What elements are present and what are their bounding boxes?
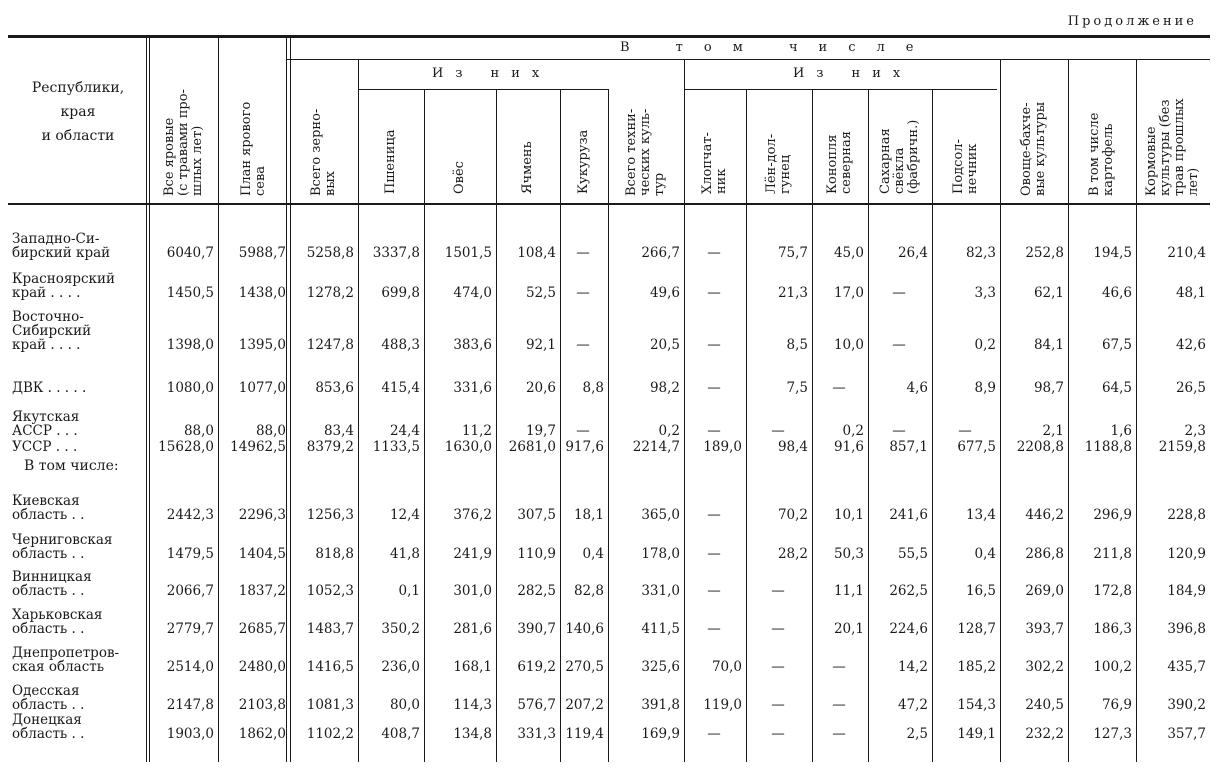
cell-value: 62,1 (1033, 285, 1064, 301)
cell-value: — (707, 245, 721, 261)
cell-value: 19,7 (525, 423, 556, 439)
of-them-header-1: Из них (432, 66, 552, 81)
row-name: Донецкая область . . (12, 712, 85, 742)
cell-value: 185,2 (957, 659, 996, 675)
row-name: УССР . . . (12, 439, 78, 455)
column-header-6: Ячмень (520, 141, 535, 194)
cell-value: 45,0 (833, 245, 864, 261)
cell-value: 474,0 (453, 285, 492, 301)
of-them-rule-2 (684, 89, 997, 90)
cell-value: 186,3 (1093, 621, 1132, 637)
cell-value: 331,6 (453, 380, 492, 396)
cell-value: 270,5 (565, 659, 604, 675)
cell-value: 3337,8 (372, 245, 420, 261)
cell-value: 236,0 (381, 659, 420, 675)
cell-value: — (771, 659, 785, 675)
cell-value: 296,9 (1093, 507, 1132, 523)
column-header-12: Сахарная свёкла (фабричн.) (878, 119, 921, 194)
cell-value: 2514,0 (166, 659, 214, 675)
cell-value: 52,5 (525, 285, 556, 301)
of-them-header-2: Из них (793, 66, 913, 81)
row-name: Красноярский край . . . . (12, 271, 115, 301)
cell-value: 80,0 (389, 697, 420, 713)
cell-value: 917,6 (565, 439, 604, 455)
cell-value: 67,5 (1101, 337, 1132, 353)
cell-value: 134,8 (453, 726, 492, 742)
cell-value: 1630,0 (444, 439, 492, 455)
cell-value: 1081,3 (306, 697, 354, 713)
cell-value: 100,2 (1093, 659, 1132, 675)
cell-value: 82,8 (573, 583, 604, 599)
column-header-4: Пшеница (383, 129, 398, 194)
cell-value: 0,1 (398, 583, 420, 599)
column-header-8: Всего техни- ческих куль- тур (624, 108, 667, 196)
cell-value: 1398,0 (166, 337, 214, 353)
cell-value: 1479,5 (166, 546, 214, 562)
cell-value: 331,0 (641, 583, 680, 599)
cell-value: 18,1 (573, 507, 604, 523)
cell-value: 677,5 (957, 439, 996, 455)
subheading-in-that-number: В том числе: (24, 458, 119, 474)
cell-value: — (892, 423, 906, 439)
row-name: Днепропетров- ская область (12, 645, 120, 675)
row-name: Якутская АССР . . . (12, 409, 80, 439)
cell-value: 210,4 (1167, 245, 1206, 261)
cell-value: 8379,2 (306, 439, 354, 455)
cell-value: 1052,3 (306, 583, 354, 599)
cell-value: 4,6 (906, 380, 928, 396)
cell-value: 98,7 (1033, 380, 1064, 396)
cell-value: 10,0 (833, 337, 864, 353)
cell-value: 83,4 (323, 423, 354, 439)
cell-value: 88,0 (183, 423, 214, 439)
cell-value: — (707, 621, 721, 637)
cell-value: 0,2 (658, 423, 680, 439)
cell-value: 76,9 (1101, 697, 1132, 713)
column-divider-line (812, 89, 813, 762)
cell-value: 224,6 (889, 621, 928, 637)
cell-value: — (707, 380, 721, 396)
cell-value: 11,2 (461, 423, 492, 439)
row-name: Харьковская область . . (12, 607, 103, 637)
cell-value: 14962,5 (230, 439, 286, 455)
cell-value: 16,5 (965, 583, 996, 599)
region-divider-line-2 (149, 38, 150, 762)
cell-value: 2,5 (906, 726, 928, 742)
cell-value: 576,7 (517, 697, 556, 713)
cell-value: 1256,3 (306, 507, 354, 523)
cell-value: 64,5 (1101, 380, 1132, 396)
cell-value: 2480,0 (238, 659, 286, 675)
cell-value: 357,7 (1167, 726, 1206, 742)
cell-value: 396,8 (1167, 621, 1206, 637)
cell-value: 1133,5 (372, 439, 420, 455)
cell-value: 110,9 (517, 546, 556, 562)
cell-value: 75,7 (777, 245, 808, 261)
cell-value: 211,8 (1093, 546, 1132, 562)
cell-value: 325,6 (641, 659, 680, 675)
cell-value: 184,9 (1167, 583, 1206, 599)
cell-value: 189,0 (703, 439, 742, 455)
cell-value: 2685,7 (238, 621, 286, 637)
column-header-1: Все яровые (с травами про- шлых лет) (162, 89, 205, 196)
cell-value: — (771, 726, 785, 742)
column-header-16: Кормовые культуры (без трав прошлых лет) (1144, 98, 1201, 196)
cell-value: — (832, 659, 846, 675)
cell-value: 228,8 (1167, 507, 1206, 523)
cell-value: — (771, 697, 785, 713)
cell-value: 262,5 (889, 583, 928, 599)
column-divider-line (932, 89, 933, 762)
cell-value: 1903,0 (166, 726, 214, 742)
cell-value: 2103,8 (238, 697, 286, 713)
cell-value: 48,1 (1175, 285, 1206, 301)
cell-value: 232,2 (1025, 726, 1064, 742)
cell-value: 28,2 (777, 546, 808, 562)
cell-value: 1395,0 (238, 337, 286, 353)
cell-value: 2208,8 (1016, 439, 1064, 455)
cell-value: 15628,0 (158, 439, 214, 455)
cell-value: 168,1 (453, 659, 492, 675)
cell-value: 240,5 (1025, 697, 1064, 713)
cell-value: 2442,3 (166, 507, 214, 523)
cell-value: 8,5 (786, 337, 808, 353)
cell-value: 350,2 (381, 621, 420, 637)
cell-value: 857,1 (889, 439, 928, 455)
cell-value: 49,6 (649, 285, 680, 301)
cell-value: — (707, 507, 721, 523)
cell-value: — (892, 337, 906, 353)
column-header-10: Лён-дол- гунец (764, 133, 793, 194)
cell-value: — (707, 423, 721, 439)
cell-value: 1188,8 (1084, 439, 1132, 455)
cell-value: — (576, 337, 590, 353)
column-header-14: Овоще-бахче- вые культуры (1019, 101, 1048, 196)
cell-value: 46,6 (1101, 285, 1132, 301)
row-name: ДВК . . . . . (12, 380, 87, 396)
cell-value: 2214,7 (632, 439, 680, 455)
column-divider-line (560, 89, 561, 762)
cell-value: 41,8 (389, 546, 420, 562)
cell-value: 26,4 (897, 245, 928, 261)
cell-value: — (707, 285, 721, 301)
cell-value: 169,9 (641, 726, 680, 742)
column-divider-line (1000, 59, 1001, 762)
cell-value: 1080,0 (166, 380, 214, 396)
cell-value: 446,2 (1025, 507, 1064, 523)
top-rule (8, 35, 1210, 38)
cell-value: 108,4 (517, 245, 556, 261)
cell-value: — (707, 337, 721, 353)
column-divider-line (1136, 59, 1137, 762)
cell-value: 376,2 (453, 507, 492, 523)
cell-value: 140,6 (565, 621, 604, 637)
cell-value: 207,2 (565, 697, 604, 713)
cell-value: — (707, 546, 721, 562)
cell-value: 127,3 (1093, 726, 1132, 742)
cell-value: 390,7 (517, 621, 556, 637)
cell-value: 408,7 (381, 726, 420, 742)
region-header: Республики, края и области (31, 80, 125, 144)
cell-value: 1416,5 (306, 659, 354, 675)
cell-value: — (958, 423, 972, 439)
cell-value: 14,2 (897, 659, 928, 675)
cell-value: 119,4 (565, 726, 604, 742)
column-header-2: План ярового сева (239, 101, 268, 196)
cell-value: 2296,3 (238, 507, 286, 523)
cell-value: 1102,2 (306, 726, 354, 742)
cell-value: 435,7 (1167, 659, 1206, 675)
row-name: Винницкая область . . (12, 569, 92, 599)
in-that-number-rule (286, 59, 1210, 60)
column-divider-line-double (286, 38, 287, 762)
cell-value: 5988,7 (238, 245, 286, 261)
cell-value: 8,8 (582, 380, 604, 396)
cell-value: 415,4 (381, 380, 420, 396)
cell-value: 92,1 (525, 337, 556, 353)
cell-value: 11,1 (833, 583, 864, 599)
cell-value: 0,2 (842, 423, 864, 439)
cell-value: 47,2 (897, 697, 928, 713)
cell-value: 13,4 (965, 507, 996, 523)
column-header-5: Овёс (452, 161, 467, 194)
cell-value: 1501,5 (444, 245, 492, 261)
cell-value: 619,2 (517, 659, 556, 675)
row-name: Киевская область . . (12, 493, 85, 523)
cell-value: 393,7 (1025, 621, 1064, 637)
cell-value: 2159,8 (1158, 439, 1206, 455)
cell-value: 365,0 (641, 507, 680, 523)
of-them-rule-1 (358, 89, 608, 90)
cell-value: 70,0 (711, 659, 742, 675)
cell-value: 2,1 (1042, 423, 1064, 439)
cell-value: — (576, 423, 590, 439)
column-divider-line (358, 59, 359, 762)
column-divider-line (424, 89, 425, 762)
column-divider-line (746, 89, 747, 762)
cell-value: 98,4 (777, 439, 808, 455)
cell-value: — (707, 583, 721, 599)
cell-value: 2066,7 (166, 583, 214, 599)
column-divider-line (1068, 59, 1069, 762)
column-header-11: Конопля северная (825, 131, 854, 194)
cell-value: 391,8 (641, 697, 680, 713)
cell-value: 178,0 (641, 546, 680, 562)
column-divider-line (218, 38, 219, 762)
cell-value: 154,3 (957, 697, 996, 713)
cell-value: 21,3 (777, 285, 808, 301)
cell-value: 282,5 (517, 583, 556, 599)
in-that-number-header: В том числе (620, 40, 935, 55)
cell-value: 699,8 (381, 285, 420, 301)
cell-value: — (771, 583, 785, 599)
cell-value: 70,2 (777, 507, 808, 523)
cell-value: — (771, 423, 785, 439)
cell-value: 383,6 (453, 337, 492, 353)
cell-value: 1404,5 (238, 546, 286, 562)
column-divider-line (608, 89, 609, 762)
cell-value: 12,4 (389, 507, 420, 523)
cell-value: 1438,0 (238, 285, 286, 301)
cell-value: 390,2 (1167, 697, 1206, 713)
cell-value: 241,6 (889, 507, 928, 523)
column-divider-line (684, 59, 685, 762)
cell-value: 252,8 (1025, 245, 1064, 261)
cell-value: 488,3 (381, 337, 420, 353)
cell-value: 24,4 (389, 423, 420, 439)
row-name: Западно-Си- бирский край (12, 231, 111, 261)
cell-value: 1450,5 (166, 285, 214, 301)
cell-value: 2779,7 (166, 621, 214, 637)
cell-value: — (832, 697, 846, 713)
cell-value: 172,8 (1093, 583, 1132, 599)
cell-value: — (771, 621, 785, 637)
cell-value: 0,4 (582, 546, 604, 562)
cell-value: 20,5 (649, 337, 680, 353)
cell-value: 98,2 (649, 380, 680, 396)
cell-value: 286,8 (1025, 546, 1064, 562)
cell-value: — (707, 726, 721, 742)
cell-value: 269,0 (1025, 583, 1064, 599)
cell-value: 0,2 (974, 337, 996, 353)
cell-value: — (832, 726, 846, 742)
cell-value: — (576, 285, 590, 301)
cell-value: 10,1 (833, 507, 864, 523)
cell-value: 20,1 (833, 621, 864, 637)
column-header-15: В том числе картофель (1087, 112, 1116, 196)
cell-value: 281,6 (453, 621, 492, 637)
cell-value: 7,5 (786, 380, 808, 396)
cell-value: 1837,2 (238, 583, 286, 599)
column-header-9: Хлопчат- ник (700, 132, 729, 194)
cell-value: 91,6 (833, 439, 864, 455)
cell-value: 2,3 (1184, 423, 1206, 439)
cell-value: — (576, 245, 590, 261)
region-divider-line (146, 38, 147, 762)
row-name: Черниговская область . . (12, 532, 113, 562)
column-divider-line (496, 89, 497, 762)
cell-value: 55,5 (897, 546, 928, 562)
cell-value: 411,5 (641, 621, 680, 637)
header-bottom-rule (8, 203, 1210, 205)
cell-value: 128,7 (957, 621, 996, 637)
cell-value: 119,0 (703, 697, 742, 713)
cell-value: 0,4 (974, 546, 996, 562)
column-divider-line (290, 38, 291, 762)
column-divider-line (868, 89, 869, 762)
cell-value: 26,5 (1175, 380, 1206, 396)
column-header-3: Всего зерно- вых (309, 108, 338, 196)
cell-value: 6040,7 (166, 245, 214, 261)
cell-value: 1483,7 (306, 621, 354, 637)
continued-label: Продолжение (1067, 14, 1197, 29)
cell-value: 301,0 (453, 583, 492, 599)
cell-value: 241,9 (453, 546, 492, 562)
cell-value: 88,0 (255, 423, 286, 439)
cell-value: 42,6 (1175, 337, 1206, 353)
cell-value: 818,8 (315, 546, 354, 562)
cell-value: 302,2 (1025, 659, 1064, 675)
cell-value: 331,3 (517, 726, 556, 742)
cell-value: 20,6 (525, 380, 556, 396)
column-header-13: Подсол- нечник (951, 139, 980, 194)
cell-value: 1077,0 (238, 380, 286, 396)
cell-value: 149,1 (957, 726, 996, 742)
cell-value: 8,9 (974, 380, 996, 396)
cell-value: 1278,2 (306, 285, 354, 301)
cell-value: 17,0 (833, 285, 864, 301)
cell-value: — (832, 380, 846, 396)
row-name: Одесская область . . (12, 683, 85, 713)
cell-value: 194,5 (1093, 245, 1132, 261)
cell-value: 2681,0 (508, 439, 556, 455)
cell-value: 2147,8 (166, 697, 214, 713)
cell-value: 3,3 (974, 285, 996, 301)
cell-value: 853,6 (315, 380, 354, 396)
cell-value: 82,3 (965, 245, 996, 261)
cell-value: 1247,8 (306, 337, 354, 353)
cell-value: 5258,8 (306, 245, 354, 261)
cell-value: 114,3 (453, 697, 492, 713)
cell-value: — (892, 285, 906, 301)
cell-value: 1,6 (1110, 423, 1132, 439)
cell-value: 266,7 (641, 245, 680, 261)
column-header-7: Кукуруза (576, 129, 591, 194)
cell-value: 50,3 (833, 546, 864, 562)
cell-value: 84,1 (1033, 337, 1064, 353)
cell-value: 1862,0 (238, 726, 286, 742)
row-name: Восточно- Сибирский край . . . . (12, 309, 92, 353)
cell-value: 307,5 (517, 507, 556, 523)
cell-value: 120,9 (1167, 546, 1206, 562)
